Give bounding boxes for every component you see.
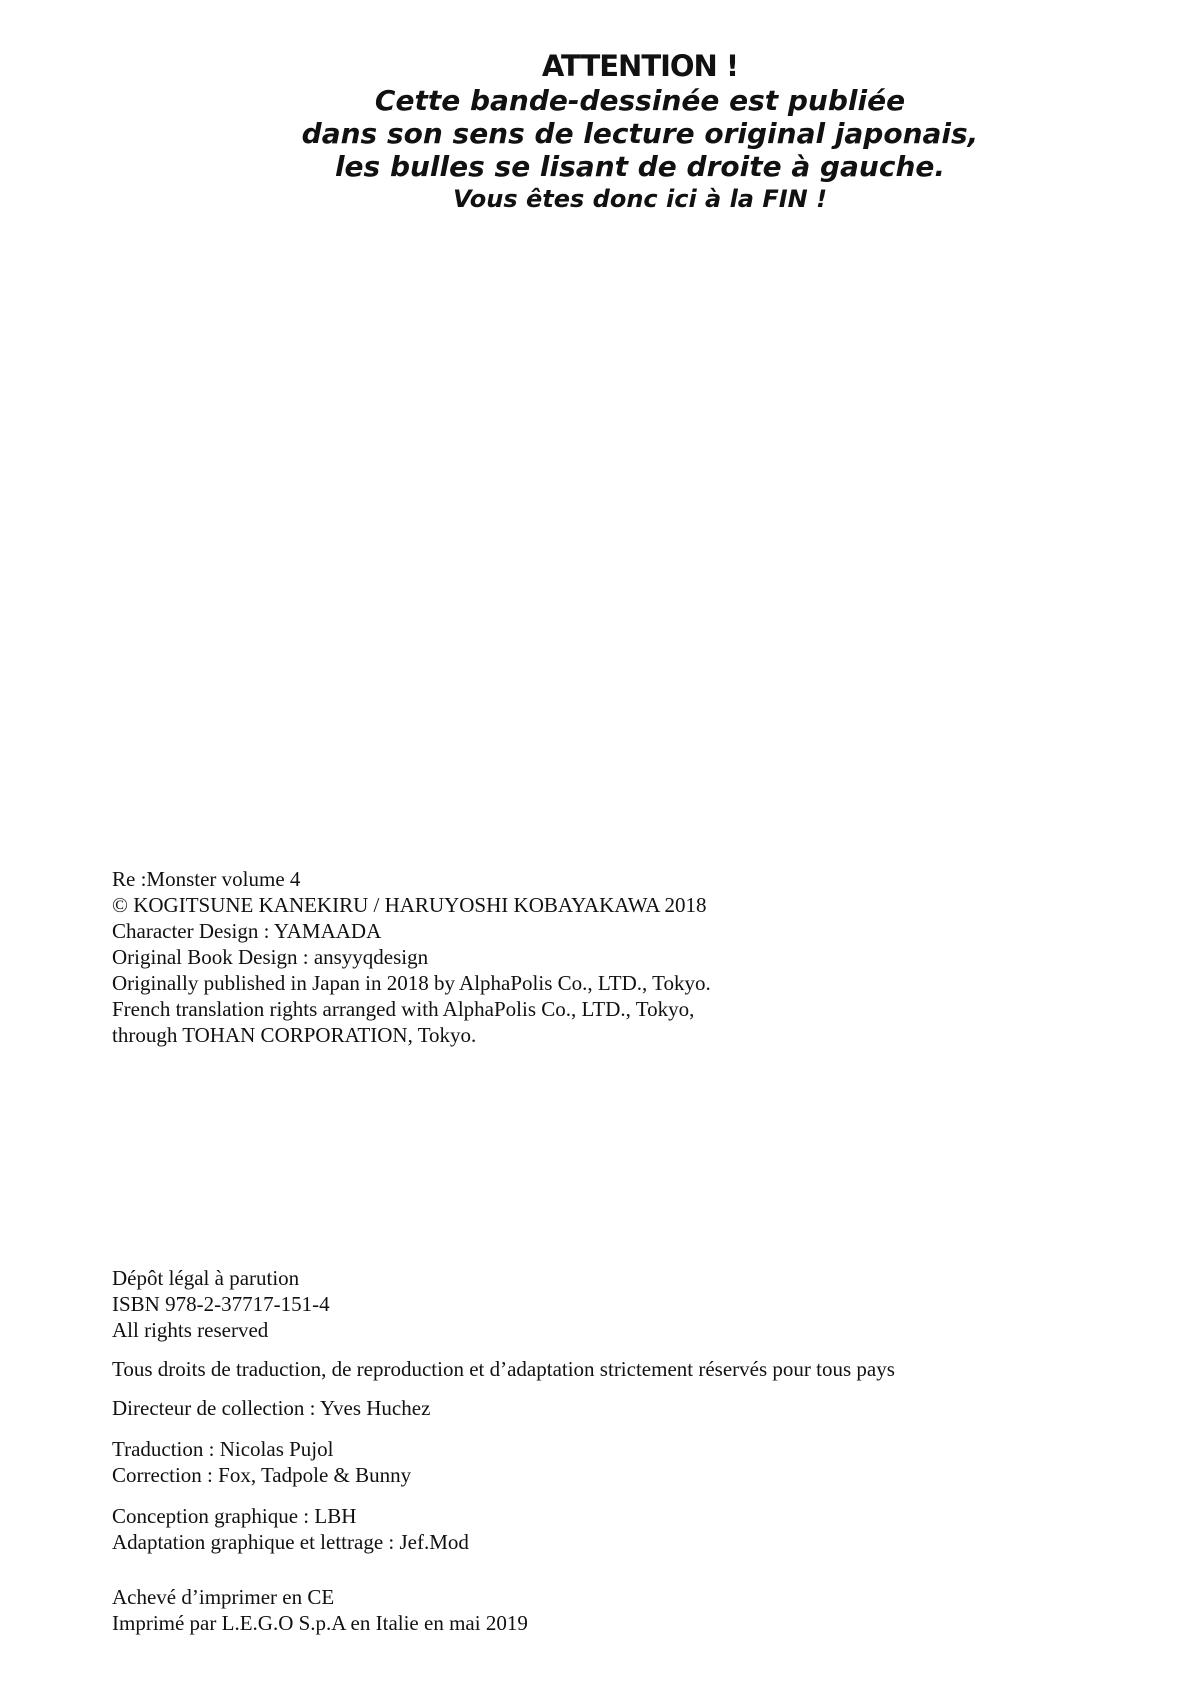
- series-volume: Re :Monster volume 4: [112, 867, 301, 891]
- rights-statement: Tous droits de traduction, de reproduction et d’adaptation strictement réservés pour tous pays: [112, 1357, 895, 1381]
- printer: Imprimé par L.E.G.O S.p.A en Italie en mai 2019: [112, 1611, 528, 1635]
- notice-title: ATTENTION !: [541, 49, 739, 83]
- agency-line: through TOHAN CORPORATION, Tokyo.: [112, 1023, 477, 1047]
- printing-completed: Achevé d’imprimer en CE: [112, 1585, 335, 1609]
- original-publication-line: Originally published in Japan in 2018 by AlphaPolis Co., LTD., Tokyo.: [112, 971, 711, 995]
- reading-direction-notice: [0, 48, 1200, 215]
- character-design-line: Character Design : YAMAADA: [112, 919, 382, 943]
- notice-line: dans son sens de lecture original japonais,: [301, 117, 979, 150]
- copyright-line: © KOGITSUNE KANEKIRU / HARUYOSHI KOBAYAKAWA 2018: [112, 893, 707, 917]
- graphic-design: Conception graphique : LBH: [112, 1504, 357, 1528]
- depot-legal: Dépôt légal à parution: [112, 1266, 300, 1290]
- notice-final-line: Vous êtes donc ici à la FIN !: [452, 185, 828, 213]
- lettering-adaptation: Adaptation graphique et lettrage : Jef.Mod: [112, 1530, 469, 1554]
- isbn: ISBN 978-2-37717-151-4: [112, 1292, 330, 1316]
- copyright-block: [112, 866, 711, 1048]
- translator: Traduction : Nicolas Pujol: [112, 1437, 334, 1461]
- legal-block: [112, 1265, 895, 1636]
- translation-rights-line: French translation rights arranged with AlphaPolis Co., LTD., Tokyo,: [112, 997, 695, 1021]
- all-rights-reserved: All rights reserved: [112, 1318, 269, 1342]
- notice-line: les bulles se lisant de droite à gauche.: [334, 150, 946, 183]
- proofreading: Correction : Fox, Tadpole & Bunny: [112, 1463, 412, 1487]
- collection-director: Directeur de collection : Yves Huchez: [112, 1396, 431, 1420]
- notice-line: Cette bande-dessinée est publiée: [374, 84, 906, 117]
- book-design-line: Original Book Design : ansyyqdesign: [112, 945, 429, 969]
